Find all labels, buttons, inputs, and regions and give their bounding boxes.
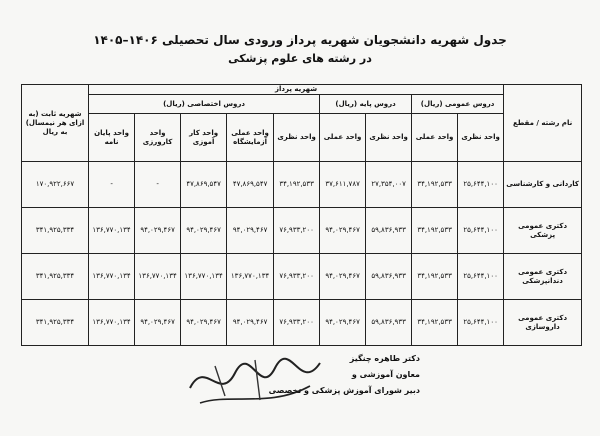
cell-spec-theory: ۷۶,۹۳۳,۲۰۰	[274, 254, 320, 300]
document-subtitle: در رشته های علوم پزشکی	[228, 52, 372, 65]
cell-general-practical: ۳۴,۱۹۲,۵۳۳	[412, 162, 458, 208]
cell-spec-thesis: ۱۳۶,۷۷۰,۱۳۴	[89, 254, 135, 300]
cell-basic-practical: ۳۷,۶۱۱,۷۸۷	[320, 162, 366, 208]
cell-spec-apprenticeship: ۱۳۶,۷۷۰,۱۳۴	[135, 254, 181, 300]
cell-spec-thesis: ۱۳۶,۷۷۰,۱۳۴	[89, 300, 135, 346]
signature-block	[160, 348, 420, 418]
cell-spec-theory: ۳۴,۱۹۲,۵۳۳	[274, 162, 320, 208]
header-spec-theory: واحد نظری	[274, 114, 320, 162]
row-program: دکتری عمومی پزشکی	[504, 208, 582, 254]
cell-fixed-tuition: ۳۴۱,۹۲۵,۳۳۴	[22, 254, 89, 300]
table-row	[22, 162, 582, 208]
header-general-courses: دروس عمومی (ریال)	[412, 95, 504, 114]
header-general-practical: واحد عملی	[412, 114, 458, 162]
cell-spec-internship: ۱۳۶,۷۷۰,۱۳۴	[181, 254, 227, 300]
cell-general-theory: ۲۵,۶۴۴,۱۰۰	[458, 254, 504, 300]
cell-basic-practical: ۹۴,۰۲۹,۴۶۷	[320, 300, 366, 346]
table-row	[22, 254, 582, 300]
signatory-name: دکتر طاهره چنگیز	[349, 354, 420, 363]
cell-spec-lab: ۹۴,۰۲۹,۴۶۷	[227, 300, 274, 346]
cell-spec-internship: ۹۴,۰۲۹,۴۶۷	[181, 300, 227, 346]
cell-general-practical: ۳۴,۱۹۲,۵۳۳	[412, 254, 458, 300]
header-basic-courses: دروس پایه (ریال)	[320, 95, 412, 114]
table-row	[22, 300, 582, 346]
row-program: کاردانی و کارشناسی	[504, 162, 582, 208]
header-tuition-group: شهریه پرداز	[89, 85, 504, 95]
cell-fixed-tuition: ۳۴۱,۹۲۵,۳۳۴	[22, 300, 89, 346]
header-general-theory: واحد نظری	[458, 114, 504, 162]
cell-basic-practical: ۹۴,۰۲۹,۴۶۷	[320, 208, 366, 254]
document-title: جدول شهریه دانشجویان شهریه پرداز ورودی سال تحصیلی ۱۴۰۶–۱۴۰۵	[93, 33, 507, 47]
header-spec-lab: واحد عملی آزمایشگاه	[227, 114, 274, 162]
signatory-role-2: دبیر شورای آموزش پزشکی و تخصصی	[268, 386, 420, 395]
cell-basic-practical: ۹۴,۰۲۹,۴۶۷	[320, 254, 366, 300]
cell-basic-theory: ۵۹,۸۳۶,۹۳۳	[366, 208, 412, 254]
signatory-role-1: معاون آموزشی و	[351, 370, 420, 379]
header-spec-apprenticeship: واحد کارورزی	[135, 114, 181, 162]
table-row	[22, 208, 582, 254]
cell-general-theory: ۲۵,۶۴۴,۱۰۰	[458, 162, 504, 208]
row-program: دکتری عمومی داروسازی	[504, 300, 582, 346]
cell-general-theory: ۲۵,۶۴۴,۱۰۰	[458, 208, 504, 254]
cell-spec-lab: ۹۴,۰۲۹,۴۶۷	[227, 208, 274, 254]
header-fixed-tuition: شهریه ثابت (به ازای هر نیمسال) به ریال	[22, 85, 89, 162]
header-basic-theory: واحد نظری	[366, 114, 412, 162]
row-program: دکتری عمومی دندانپزشکی	[504, 254, 582, 300]
cell-spec-apprenticeship: -	[135, 162, 181, 208]
cell-general-practical: ۳۴,۱۹۲,۵۳۳	[412, 300, 458, 346]
header-program: نام رشته / مقطع	[504, 85, 582, 162]
header-specialized-courses: دروس اختصاصی (ریال)	[89, 95, 320, 114]
cell-spec-thesis: -	[89, 162, 135, 208]
cell-spec-internship: ۹۴,۰۲۹,۴۶۷	[181, 208, 227, 254]
cell-spec-theory: ۷۶,۹۳۳,۲۰۰	[274, 208, 320, 254]
header-spec-thesis: واحد پایان نامه	[89, 114, 135, 162]
cell-spec-apprenticeship: ۹۴,۰۲۹,۴۶۷	[135, 300, 181, 346]
cell-fixed-tuition: ۱۷۰,۹۲۲,۶۶۷	[22, 162, 89, 208]
cell-basic-theory: ۵۹,۸۳۶,۹۳۳	[366, 300, 412, 346]
cell-spec-lab: ۴۷,۸۶۹,۵۴۷	[227, 162, 274, 208]
cell-spec-apprenticeship: ۹۴,۰۲۹,۴۶۷	[135, 208, 181, 254]
cell-basic-theory: ۵۹,۸۳۶,۹۳۳	[366, 254, 412, 300]
cell-fixed-tuition: ۳۴۱,۹۲۵,۳۳۴	[22, 208, 89, 254]
cell-spec-internship: ۴۷,۸۶۹,۵۴۷	[181, 162, 227, 208]
cell-general-theory: ۲۵,۶۴۴,۱۰۰	[458, 300, 504, 346]
cell-spec-lab: ۱۳۶,۷۷۰,۱۳۴	[227, 254, 274, 300]
cell-general-practical: ۳۴,۱۹۲,۵۳۳	[412, 208, 458, 254]
tuition-table	[21, 84, 582, 346]
header-basic-practical: واحد عملی	[320, 114, 366, 162]
header-spec-internship: واحد کار آموزی	[181, 114, 227, 162]
cell-spec-thesis: ۱۳۶,۷۷۰,۱۳۴	[89, 208, 135, 254]
cell-basic-theory: ۲۷,۳۵۴,۰۰۷	[366, 162, 412, 208]
cell-spec-theory: ۷۶,۹۳۳,۲۰۰	[274, 300, 320, 346]
